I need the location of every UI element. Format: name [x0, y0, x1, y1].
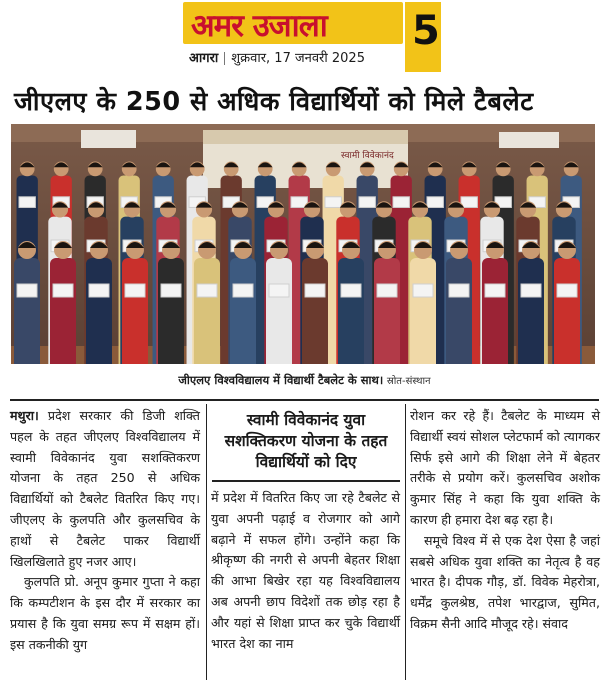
tablet-box	[413, 284, 433, 297]
tablet-box	[359, 197, 375, 208]
tablet-box	[89, 284, 109, 297]
tablet-box	[393, 197, 409, 208]
paragraph-text: प्रदेश सरकार की डिजी शक्ति पहल के तहत जीएलए विश्वविद्यालय में स्वामी विवेकानंद युवा सशक्तिकरण योजना के तहत 250 से अधिक विद्यार्थियों को टैबलेट वितरित किए गए। जीएलए के कुलपति और कुलसचिव के हाथों से टैबलेट पाकर विद्यार्थी खिलखिलाते हुए नजर आए।	[10, 408, 200, 569]
subheading: स्वामी विवेकानंद युवा सशक्तिकरण योजना के तहत विद्यार्थियों को दिए	[224, 411, 388, 471]
paragraph	[211, 488, 400, 654]
group-photo-illustration	[11, 124, 595, 364]
paragraph-text: में प्रदेश में वितरित किए जा रहे टैबलेट से युवा अपनी पढ़ाई व रोजगार को आगे बढ़ाने में सफल होंगे। उन्होंने कहा कि श्रीकृष्ण की नगरी से अपनी बेहतर शिक्षा की आभा बिखेर रहा यह विश्वविद्यालय अब अपनी छाप विदेशों तक छोड़ रहा है और यहां से शिक्षा प्राप्त कर चुके विद्यार्थी भारत देश का नाम	[211, 490, 400, 651]
tablet-box	[17, 284, 37, 297]
headline: जीएलए के 250 से अधिक विद्यार्थियों को मिले टैबलेट	[14, 87, 534, 117]
paragraph	[410, 406, 600, 531]
divider	[224, 52, 225, 65]
tablet-box	[449, 284, 469, 297]
person-figure	[14, 258, 40, 364]
tablet-box	[197, 284, 217, 297]
person-figure	[266, 258, 292, 364]
tablet-box	[557, 284, 577, 297]
article-column-right	[410, 406, 600, 635]
person-figure	[302, 258, 328, 364]
tablet-box	[325, 197, 341, 208]
page-number-box	[405, 2, 441, 72]
column-divider	[405, 404, 406, 680]
person-figure	[374, 258, 400, 364]
paragraph	[410, 531, 600, 635]
tablet-box	[427, 197, 443, 208]
person-figure	[86, 258, 112, 364]
dateline-lead: मथुरा।	[10, 408, 39, 423]
person-figure	[230, 258, 256, 364]
person-figure	[338, 258, 364, 364]
caption-text: जीएलए विश्वविद्यालय में विद्यार्थी टैबलेट के साथ।	[178, 373, 384, 387]
separator-rule	[10, 399, 599, 401]
paragraph	[10, 406, 200, 572]
subheading-rule	[212, 480, 400, 482]
tablet-box	[19, 197, 35, 208]
person-figure	[482, 258, 508, 364]
person-figure	[122, 258, 148, 364]
paragraph-text: कुलपति प्रो. अनूप कुमार गुप्ता ने कहा कि कम्पटीशन के इस दौर में सरकार का प्रयास है कि युवा समग्र रूप में सक्षम हों। इस तकनीकी युग	[10, 574, 200, 652]
tablet-box	[521, 284, 541, 297]
tablet-box	[485, 284, 505, 297]
person-figure	[410, 258, 436, 364]
tablet-box	[53, 284, 73, 297]
person-figure	[554, 258, 580, 364]
tablet-box	[341, 284, 361, 297]
dateline	[189, 48, 365, 66]
tablet-box	[377, 284, 397, 297]
newspaper-logo	[183, 2, 403, 44]
person-figure	[518, 258, 544, 364]
paragraph-text: रोशन कर रहे हैं। टैबलेट के माध्यम से विद्यार्थी स्वयं सोशल प्लेटफार्म को त्यागकर सिर्फ इसे आगे की शिक्षा लेने में बेहतर तरीके से प्रयोग करें। कुलसचिव अशोक कुमार सिंह ने कहा कि युवा शक्ति के कारण ही हमारा देश बढ़ रहा है।	[410, 408, 600, 527]
edition-city: आगरा	[189, 51, 219, 66]
column-divider	[206, 404, 207, 680]
masthead	[183, 2, 403, 72]
page-number: 5	[412, 8, 440, 54]
logo-text: अमर उजाला	[191, 8, 327, 44]
group-photo	[11, 124, 595, 364]
issue-date: शुक्रवार, 17 जनवरी 2025	[231, 51, 365, 66]
article-column-middle	[211, 488, 400, 654]
tablet-box	[125, 284, 145, 297]
paragraph	[10, 572, 200, 655]
caption-source: स्रोत-संस्थान	[386, 376, 431, 387]
tablet-box	[233, 284, 253, 297]
tablet-box	[161, 284, 181, 297]
person-figure	[50, 258, 76, 364]
person-figure	[194, 258, 220, 364]
paragraph-text: समूचे विश्व में से एक देश ऐसा है जहां सबसे अधिक युवा शक्ति का नेतृत्व है वह भारत है। दीपक गौड़, डॉ. विवेक मेहरोत्रा, धर्मेंद्र कुलश्रेष्ठ, तपेश भारद्वाज, सुमित, विक्रम सैनी आदि मौजूद रहे। संवाद	[410, 532, 600, 631]
banner-text: स्वामी विवेकानंद	[341, 151, 394, 161]
tablet-box	[305, 284, 325, 297]
person-figure	[158, 258, 184, 364]
tablet-box	[461, 197, 477, 208]
person-figure	[446, 258, 472, 364]
article-column-left	[10, 406, 200, 656]
tablet-box	[269, 284, 289, 297]
photo-caption	[0, 373, 609, 388]
